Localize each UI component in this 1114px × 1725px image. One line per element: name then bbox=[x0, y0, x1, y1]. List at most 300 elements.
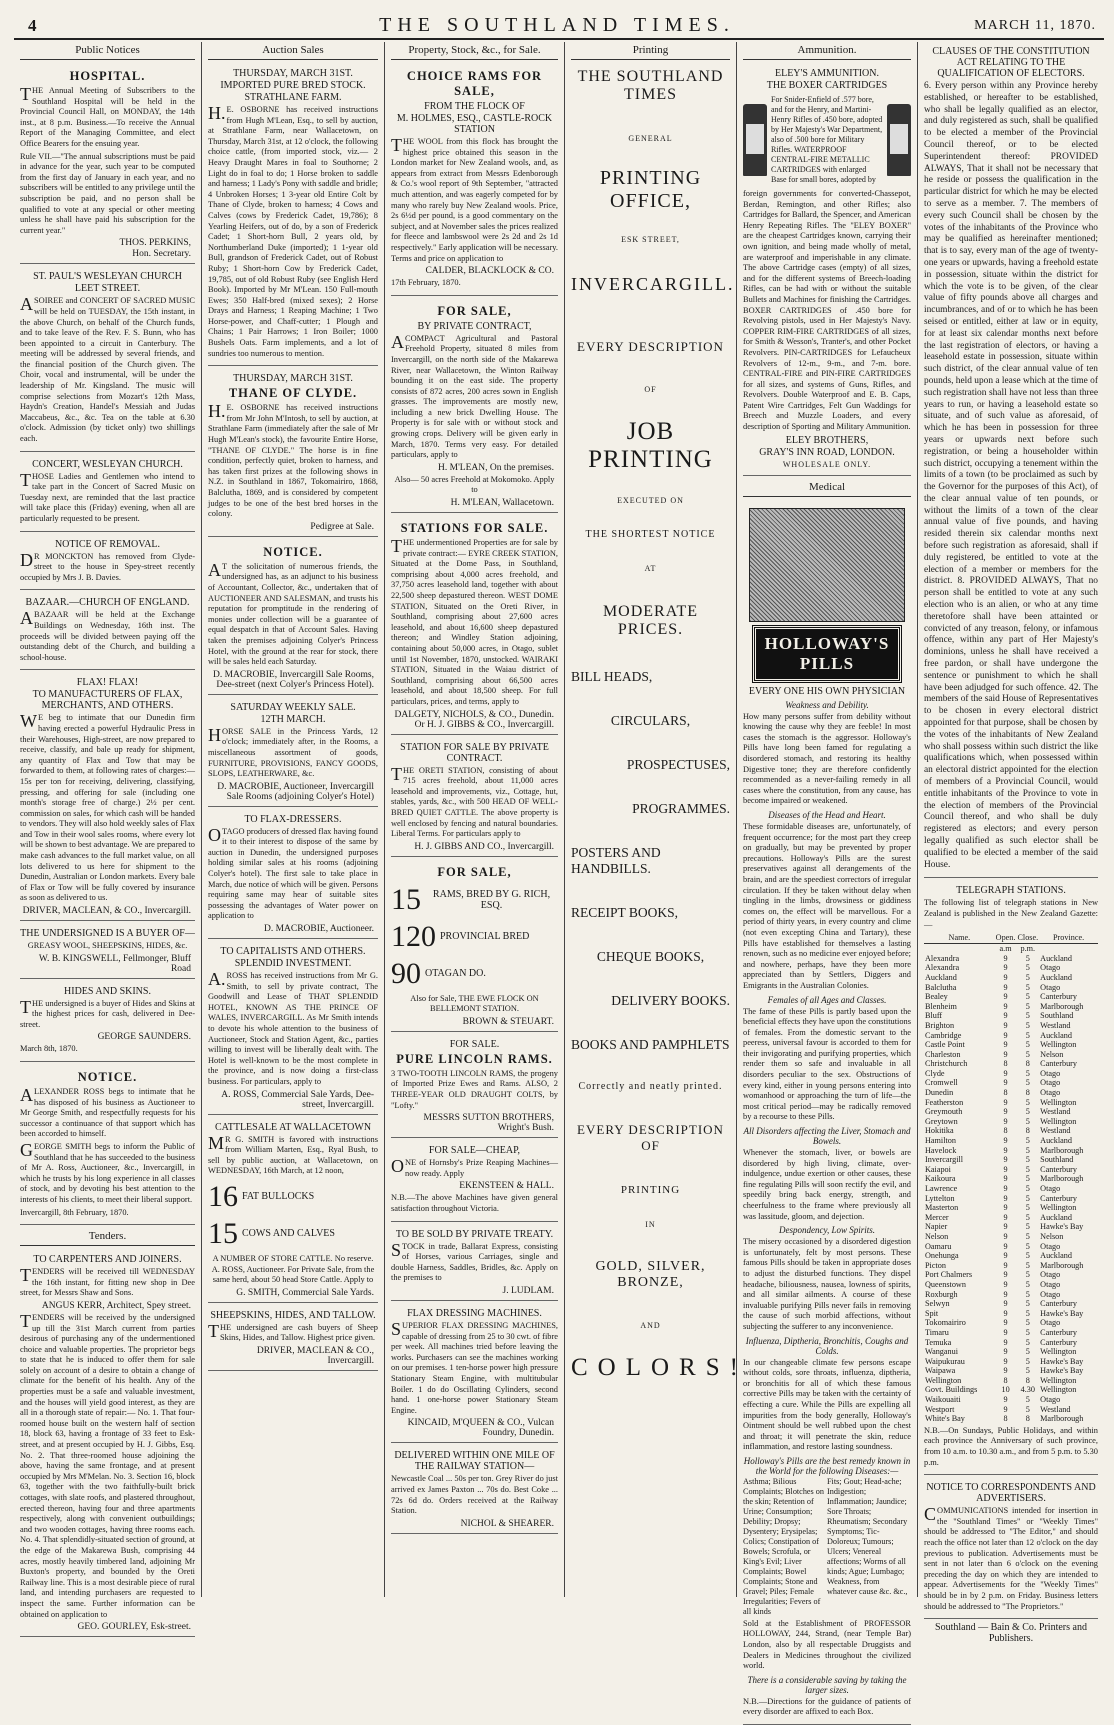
table-cell: 5 bbox=[1025, 1231, 1030, 1241]
table-row bbox=[924, 1078, 1098, 1088]
table-cell: 5 bbox=[1025, 1136, 1030, 1146]
column-property-stock bbox=[385, 42, 565, 1597]
table-cell: Canterbury bbox=[1040, 1299, 1077, 1309]
table-cell: 4.30 bbox=[1020, 1385, 1035, 1395]
table-cell: 5 bbox=[1025, 1097, 1030, 1107]
table-cell: Otago bbox=[1040, 1184, 1061, 1194]
table-cell: Greymouth bbox=[925, 1107, 963, 1117]
lot-count: 90 bbox=[391, 956, 421, 990]
table-cell: 9 bbox=[1003, 1279, 1008, 1289]
ad-body: A NUMBER OF STORE CATTLE. No reserve. A. ROSS, Auctioneer. For Private Sale, from the same herd, about 50 head Store Cattle. Apply to bbox=[211, 1253, 375, 1285]
table-row bbox=[924, 1021, 1098, 1031]
table-cell: Otago bbox=[1040, 1318, 1061, 1328]
table-cell: Castle Point bbox=[925, 1040, 965, 1050]
printing-line: EVERY DESCRIPTION bbox=[577, 339, 724, 354]
table-cell: Otago bbox=[1040, 1270, 1061, 1280]
ad-subheading: Despondency, Low Spirits. bbox=[779, 1225, 875, 1236]
ad-signature: D. MACROBIE, Auctioneer. bbox=[263, 924, 374, 935]
table-row bbox=[924, 1203, 1098, 1213]
table-cell: 5 bbox=[1025, 1222, 1030, 1232]
table-cell: 9 bbox=[1003, 1049, 1008, 1059]
table-cell: Wellington bbox=[1040, 1385, 1077, 1395]
ad-subheading: Holloway's Pills are the best remedy known in the World for the following Diseases:— bbox=[743, 1455, 911, 1476]
table-cell: Charleston bbox=[925, 1049, 961, 1059]
table-row bbox=[924, 1357, 1098, 1367]
table-cell: Dunedin bbox=[925, 1088, 954, 1098]
column-auction-sales bbox=[202, 42, 385, 1597]
table-row bbox=[924, 1414, 1098, 1424]
concert-notice bbox=[20, 455, 195, 532]
ad-body: ALEXANDER ROSS begs to intimate that he has disposed of his business as Auctioneer to Mr George Smith, and respectfully requests for his successor a continuance of that support which has been accorded to himself. bbox=[20, 1085, 195, 1139]
table-row bbox=[924, 1059, 1098, 1069]
tenders-notice bbox=[20, 1250, 195, 1637]
strathlane-sale bbox=[208, 64, 378, 366]
eley-ammunition-ad bbox=[743, 64, 911, 476]
thane-sale bbox=[208, 369, 378, 537]
table-cell: 5 bbox=[1025, 992, 1030, 1002]
table-cell: 5 bbox=[1025, 1366, 1030, 1376]
ad-signature: Hon. Secretary. bbox=[132, 249, 191, 260]
table-cell: 9 bbox=[1003, 1203, 1008, 1213]
ad-body: ABAZAAR will be held at the Exchange Buildings on Wednesday, 16th inst. The proceeds will be divided between paying off the outstanding debt of the Church, and building a school-house. bbox=[20, 608, 195, 662]
ad-subtitle: FROM THE FLOCK OF bbox=[424, 101, 525, 112]
ad-body: THE undersigned is a buyer of Hides and Skins at the highest prices for cash, delivered in Dee-street. bbox=[20, 996, 195, 1029]
table-cell: Christchurch bbox=[925, 1059, 968, 1069]
section-header: Tenders. bbox=[20, 1228, 195, 1246]
ad-body: In our changeable climate few persons escape without colds, sore throats, influenza, diptheria, or bronchitis for all of which these famous corrective Pills may be taken with the certainty of effecting a cure. While the Pills are expelling all impurities from the body generally, Holloway's Ointment should be well rubbed upon the chest and throat; it will penetrate the skin, reduce inflammation, and restore lasting soundness. bbox=[743, 1357, 911, 1452]
table-row bbox=[924, 954, 1098, 964]
holloways-pills-ad bbox=[743, 501, 911, 1725]
table-row bbox=[924, 1299, 1098, 1309]
table-row bbox=[924, 1328, 1098, 1338]
ad-body: H.E. OSBORNE has received instructions from Hugh M'Lean, Esq., to sell by auction, at Strathlane Farm, near Wallacetown, on Thursday, March 31st, at 12 o'clock, the following choice cattle, (from imported stock, viz.— 2 Heavy Draught Mares in foal to Southorne; 2 Light do in foal to do; 1 Horse broken to saddle and harness; 1 Lady's Pony with saddle and bridle; 4 Unbroken Horses; 1 3-year old Entire Colt by Thane of Clyde, broken to harness; 4 Cows and Calves (cows by Frederick Cadet, 19,786); 8 Yearling Heifers, out of do, by a son of Frederick Cadet; 1 Short-horn Bull, 2 years old, by Northumberland Duke (imported); 1 1-year old Bull, grandson of Frederick Cadet, out of Robust Ruby; 1 Short-horn Cow by Frederick Cadet, 19,785, out of old Robust Ruby (see English Herd Book). Imported by Mr M'Lean. 150 Full-mouth Ewes; 350 Half-bred (mixed sexes); 2 Horse Drays and Harness; 1 Reaping Machine; 1 Two Horse-power, and Chaff-cutter; 1 Plough and Chains; 1 Pair Harrows; 1 Iron Boiler; 1000 Bushels Oats. Farm implements, and a lot of sundries too numerous to mention. bbox=[208, 103, 378, 358]
printing-line: MODERATE PRICES. bbox=[602, 603, 699, 638]
table-cell: Otago bbox=[1040, 1279, 1061, 1289]
table-cell: Nelson bbox=[1040, 1049, 1064, 1059]
ad-signature: ANGUS KERR, Architect, Spey street. bbox=[41, 1300, 191, 1311]
page-number: 4 bbox=[28, 16, 37, 35]
table-row bbox=[924, 1405, 1098, 1415]
table-cell: Cambridge bbox=[925, 1030, 962, 1040]
ad-title: CLAUSES OF THE CONSTITUTION ACT RELATING TO THE QUALIFICATION OF ELECTORS. bbox=[932, 46, 1090, 79]
table-cell: Wanganui bbox=[925, 1347, 958, 1357]
ad-title: TELEGRAPH STATIONS. bbox=[956, 885, 1066, 897]
ad-body: These formidable diseases are, unfortunately, of frequent occurrence; for the most part they creep on gradually, but may be prevented by proper precautions. Holloway's Pills are the surest preservatives against all derangements of the brain, and are the speediest correctors of irregular circulation. If they be taken without delay when tingling in the limbs, drowsiness or giddiness comes on, the effect will be marvellous. For a period of thirty years, in every country and clime (not even excepting China and Tartary), these Pills have established for themselves a lasting renown, such as no medicine ever enjoyed before; and nowhere, perhaps, have they been more appreciated than by Settlers, Diggers and Emigrants in the Australian Colonies. bbox=[743, 822, 911, 990]
disease-list-right: Fits; Gout; Head-ache; Indigestion; Inflammation; Jaundice; Sore Throats; Rheumatism; Secondary Symptoms; Tic-Doloreux; Tumours; Ulcers; Venereal affections; Worms of all kinds; Ague; Lumbago; Weakness, from whatever cause &c. &c., bbox=[827, 1476, 908, 1596]
table-cell: Hawke's Bay bbox=[1040, 1222, 1084, 1232]
table-cell: 9 bbox=[1003, 1145, 1008, 1155]
table-row bbox=[924, 1385, 1098, 1395]
table-cell: 9 bbox=[1003, 1020, 1008, 1030]
table-row bbox=[924, 1347, 1098, 1357]
table-cell: 8 bbox=[1003, 1088, 1008, 1098]
ad-subheading: Influenza, Diptheria, Bronchitis, Coughs and Colds. bbox=[745, 1335, 909, 1356]
ad-signature: A. ROSS, Commercial Sale Yards, Dee-street, Invercargill. bbox=[221, 1089, 374, 1110]
ad-body: A.ROSS has received instructions from Mr G. Smith, to sell by private contract, The Goodwill and Lease of THAT SPLENDID HOTEL, KNOWN AS THE PRINCE OF WALES, INVERCARGILL. As Mr Smith intends to devote his whole attention to the business of Auctioneer, Stock and Station Agent, &c., parties willing to invest will be liberally dealt with. The Hotel is well-known to be the most complete in the province, and is now doing a first-class business. For particulars, apply to bbox=[208, 969, 378, 1086]
table-cell: 9 bbox=[1003, 1260, 1008, 1270]
table-cell: 5 bbox=[1025, 1068, 1030, 1078]
table-cell: Spit bbox=[925, 1308, 939, 1318]
table-cell: 8 bbox=[1025, 1126, 1030, 1136]
ad-signature: THOS. PERKINS, bbox=[119, 238, 191, 249]
table-cell: 5 bbox=[1025, 972, 1030, 982]
lot-count: 15 bbox=[391, 882, 421, 916]
units-label: a.m bbox=[999, 944, 1012, 954]
ad-title: FOR SALE, bbox=[437, 864, 512, 879]
ad-body: Rule VII.—"The annual subscriptions must be paid in advance for the year, such year to be computed from the first day of January in each year, and no subscribers will be entitled to any privilege until the subscription be paid, and no person shall be qualified to vote at any special or other meeting unless he shall have paid his subscription for the current year." bbox=[20, 151, 195, 235]
issue-date: MARCH 11, 1870. bbox=[974, 18, 1096, 33]
table-cell: 9 bbox=[1003, 1212, 1008, 1222]
ad-title: TO BE SOLD BY PRIVATE TREATY. bbox=[395, 1228, 554, 1240]
table-cell: 8 bbox=[1025, 1088, 1030, 1098]
capitalists-notice bbox=[208, 942, 378, 1115]
sheepskins-notice bbox=[208, 1306, 378, 1371]
ad-banner: HOLLOWAY'S PILLS bbox=[753, 626, 901, 682]
printing-line: EVERY DESCRIPTION OF bbox=[577, 1122, 724, 1153]
table-cell: 9 bbox=[1003, 1078, 1008, 1088]
table-cell: Wellington bbox=[1040, 1375, 1077, 1385]
ad-title: CATTLESALE AT WALLACETOWN bbox=[214, 1121, 372, 1133]
flax-machines-sale bbox=[391, 1304, 558, 1443]
table-row bbox=[924, 1117, 1098, 1127]
table-row bbox=[924, 1366, 1098, 1376]
section-header: Printing bbox=[571, 42, 730, 60]
ad-subtitle: 12TH MARCH. bbox=[260, 713, 326, 725]
ad-title: HOSPITAL. bbox=[69, 69, 146, 83]
ad-title: ST. PAUL'S WESLEYAN CHURCH bbox=[33, 271, 182, 283]
table-cell: Marlborough bbox=[1040, 1145, 1084, 1155]
column-ammunition-medical bbox=[737, 42, 918, 1717]
column-header: Open. bbox=[995, 933, 1016, 943]
table-cell: Kaikoura bbox=[925, 1174, 956, 1184]
lot-label: OTAGAN DO. bbox=[425, 968, 486, 980]
ad-body: ONE of Hornsby's Prize Reaping Machines—now ready. Apply bbox=[391, 1156, 558, 1178]
table-cell: 9 bbox=[1003, 1308, 1008, 1318]
printing-line: COLORS! bbox=[571, 1354, 748, 1381]
table-cell: 5 bbox=[1025, 1011, 1030, 1021]
table-cell: 8 bbox=[1003, 1059, 1008, 1069]
table-cell: Marlborough bbox=[1040, 1414, 1084, 1424]
table-cell: 9 bbox=[1003, 992, 1008, 1002]
printing-line: DELIVERY BOOKS. bbox=[611, 993, 730, 1008]
table-row bbox=[924, 1107, 1098, 1117]
table-cell: Auckland bbox=[1040, 953, 1072, 963]
ad-signature: H. M'LEAN, On the premises. bbox=[438, 462, 554, 473]
table-cell: 5 bbox=[1025, 1337, 1030, 1347]
ad-body: TENDERS will be received till WEDNESDAY the 16th instant, for fitting new shop in Dee street, for Messrs Shaw and Sons. bbox=[20, 1265, 195, 1298]
table-cell: Otago bbox=[1040, 1078, 1061, 1088]
table-cell: Nelson bbox=[925, 1231, 949, 1241]
stations-sale bbox=[391, 516, 558, 735]
table-cell: Otago bbox=[1040, 1289, 1061, 1299]
ad-signature: H. M'LEAN, Wallacetown. bbox=[450, 498, 554, 509]
table-row bbox=[924, 1098, 1098, 1108]
ad-title: NOTICE. bbox=[263, 544, 323, 559]
ad-title: FOR SALE, bbox=[437, 303, 512, 318]
ad-subtitle: M. HOLMES, ESQ., CASTLE-ROCK STATION bbox=[396, 113, 553, 135]
table-row bbox=[924, 963, 1098, 973]
ad-body: THE undermentioned Properties are for sale by private contract:— EYRE CREEK STATION, Situated at the Dome Pass, in Southland, comprising about 4,000 acres freehold, and 37,750 acres leasehold land, together with about 22,500 sheep depastured thereon. WEST DOME STATION, Situated on the Oreti River, in Southland, comprising about 27,600 acres leasehold, and about 16,600 sheep depastured thereon; and Windley Station adjoining, containing about 50,000 acres, in Otago, sublet until 1st November, 1870, unstocked. WAIRAKI STATION, Situated in the Waiau district of Southland, comprising about 66,500 acres leasehold, and about 18,500 sheep. For full particulars, prices, and terms, apply to bbox=[391, 536, 558, 706]
printing-line: CHEQUE BOOKS, bbox=[596, 949, 705, 964]
table-cell: Greytown bbox=[925, 1116, 958, 1126]
table-cell: 5 bbox=[1025, 1241, 1030, 1251]
column-header: Province. bbox=[1039, 932, 1098, 944]
table-cell: 8 bbox=[1003, 1126, 1008, 1136]
table-cell: 9 bbox=[1003, 1030, 1008, 1040]
table-cell: 5 bbox=[1025, 1107, 1030, 1117]
ad-date: Invercargill, 8th February, 1870. bbox=[20, 1207, 129, 1217]
ad-subtitle: IMPORTED PURE BRED STOCK. bbox=[220, 80, 366, 91]
table-cell: 5 bbox=[1025, 1184, 1030, 1194]
ad-title: FLAX DRESSING MACHINES. bbox=[407, 1308, 542, 1319]
ad-subheading: All Disorders affecting the Liver, Stomach and Bowels. bbox=[743, 1126, 911, 1147]
section-header: Auction Sales bbox=[208, 42, 378, 60]
table-cell: 9 bbox=[1003, 1270, 1008, 1280]
table-cell: Wellington bbox=[925, 1375, 962, 1385]
table-cell: Featherston bbox=[925, 1097, 964, 1107]
table-cell: 9 bbox=[1003, 1107, 1008, 1117]
table-cell: 9 bbox=[1003, 1241, 1008, 1251]
cartridge-icon bbox=[743, 104, 767, 176]
ad-subtitle: LEET STREET. bbox=[74, 283, 141, 295]
table-cell: 5 bbox=[1025, 953, 1030, 963]
ad-body: THOSE Ladies and Gentlemen who intend to take part in the Concert of Sacred Music on Tuesday next, are reminded that the last practice will take place this (Friday) evening, when all are particularly requested to be present. bbox=[20, 469, 195, 523]
flax-notice bbox=[20, 673, 195, 921]
table-cell: Auckland bbox=[1040, 1136, 1072, 1146]
ad-title: NOTICE. bbox=[77, 1070, 138, 1084]
ad-signature: G. SMITH, Commercial Sale Yards. bbox=[236, 1287, 374, 1298]
correspondents-notice bbox=[924, 1478, 1098, 1619]
table-row bbox=[924, 1050, 1098, 1060]
st-pauls-notice bbox=[20, 267, 195, 451]
printing-line: GENERAL bbox=[628, 134, 673, 143]
ad-body: For Snider-Enfield of .577 bore, and for the Henry, and Martini-Henry Rifles of .450 bore, adopted by Her Majesty's War Department, also of .500 bore for Military Rifles. WATERPROOF CENTRAL-FIRE METALLIC CARTRIDGES with enlarged Base for small bores, adopted by bbox=[771, 95, 883, 184]
table-cell: Cromwell bbox=[925, 1078, 958, 1088]
table-row bbox=[924, 1184, 1098, 1194]
table-row bbox=[924, 1174, 1098, 1184]
section-header: Property, Stock, &c., for Sale. bbox=[391, 42, 558, 60]
table-cell: Wellington bbox=[1040, 1116, 1077, 1126]
table-row bbox=[924, 992, 1098, 1002]
table-cell: Hawke's Bay bbox=[1040, 1366, 1084, 1376]
ad-signature: WHOLESALE ONLY. bbox=[782, 459, 872, 469]
table-cell: Otago bbox=[1040, 963, 1061, 973]
printing-line: INVERCARGILL. bbox=[571, 274, 735, 294]
table-cell: 9 bbox=[1003, 1174, 1008, 1184]
lot-line bbox=[391, 883, 558, 917]
table-cell: 5 bbox=[1025, 1212, 1030, 1222]
printing-line: Correctly and neatly printed. bbox=[578, 1081, 723, 1092]
table-row bbox=[924, 1040, 1098, 1050]
lot-label: PROVINCIAL BRED bbox=[440, 931, 530, 943]
ad-title: STATIONS FOR SALE. bbox=[400, 521, 549, 536]
table-cell: Westland bbox=[1040, 1107, 1071, 1117]
ad-body: N.B.—On Sundays, Public Holidays, and within each province the Anniversary of such province, from 10 a.m. to 10.30 a.m., and from 5 p.m. to 5.30 p.m. bbox=[924, 1425, 1098, 1467]
ad-title: FLAX! FLAX! bbox=[76, 677, 139, 689]
section-header: Medical bbox=[743, 479, 911, 497]
ad-signature: EKENSTEEN & HALL. bbox=[459, 1181, 554, 1192]
ad-body: The misery occasioned by a disordered digestion is unfortunately, felt by most persons. These famous Pills should be taken in appropriate doses to adjust the disturbed functions. They dispel headache, biliousness, nausea, lowness of spirits, and all similar ailments. A course of these invaluable purifying Pills never fails in removing the cause of such morbid affections, without subjecting the sufferer to any inconvenience. bbox=[743, 1237, 911, 1331]
ad-subtitle: PURE LINCOLN RAMS. bbox=[396, 1051, 553, 1066]
ad-body: The fame of these Pills is partly based upon the beneficial effects they have upon the constitutions of females. From the domestic servant to the peeress, universal favour is accorded to them for their invigorating and purifying properties, which render them so safe and invaluable in all disorders peculiar to the sex. Obstructions of every kind, either in young persons entering into womanhood or approaching the turn of life—the most critical period—may be radically removed by a recourse to these Pills. bbox=[743, 1006, 911, 1122]
table-row bbox=[924, 1146, 1098, 1156]
table-cell: 5 bbox=[1025, 1155, 1030, 1165]
table-cell: Roxburgh bbox=[925, 1289, 958, 1299]
table-cell: 9 bbox=[1003, 953, 1008, 963]
ad-body: TENDERS will be received by the undersigned up till the 31st March current from parties desirous of purchasing any of the undermentioned choice and valuable properties. The proprietor begs to state that he is induced to offer them for sale solely on account of a desire to obtain a change of climate for the benefit of his health. Any of the properties must be a safe and valuable investment, and the houses will yield good interest, as they are all in a thorough state of repair:— No. 1. That four-roomed house built on the western half of section 18, block 63, having a frontage of 33 feet to Esk-street, and at present occupied by H. J. Gibbs, Esq. No. 2. That three-roomed house adjoining the above, having the same frontage, and at present occupied by Mrs M'Melan. No. 3. Section 16, block 63, together with the two faithfully-built brick cottages, with slate roofs, and plastered throughout, erected thereon, having four and three apartments respectively, along with convenient outbuildings; and two wooden cottages, having three rooms each. No. 4. That splendidly-situated section of ground, at the edge of the Makarewa Bush, comprising 44 acres, mostly heavily timbered land, adjoining Mr Buxton's property, and bounded by the Oreti Railway line. This is a most desirable piece of rural land, and intending purchasers are requested to inspect the same. Further information can be obtained on application to bbox=[20, 1310, 195, 1619]
ad-body: Also for Sale, THE EWE FLOCK ON BELLEMONT STATION. bbox=[410, 993, 539, 1014]
table-cell: Picton bbox=[925, 1260, 946, 1270]
table-cell: Masterton bbox=[925, 1203, 959, 1213]
table-cell: Blenheim bbox=[925, 1001, 957, 1011]
engraving-illustration bbox=[749, 508, 905, 622]
table-cell: 5 bbox=[1025, 1251, 1030, 1261]
ad-title: HIDES AND SKINS. bbox=[64, 985, 151, 997]
ad-title: CHOICE RAMS FOR SALE, bbox=[406, 69, 543, 98]
table-cell: 9 bbox=[1003, 1347, 1008, 1357]
masthead-rule bbox=[14, 38, 1104, 40]
table-cell: Bluff bbox=[925, 1011, 943, 1021]
cartridge-icon bbox=[887, 104, 911, 176]
ad-subtitle: EVERY ONE HIS OWN PHYSICIAN bbox=[748, 685, 906, 697]
ad-title: TO CAPITALISTS AND OTHERS. bbox=[220, 946, 366, 958]
table-cell: Otago bbox=[1040, 982, 1061, 992]
ad-signature: GEO. GOURLEY, Esk-street. bbox=[77, 1622, 191, 1633]
cattle-sale bbox=[208, 1118, 378, 1303]
printing-line: OF bbox=[644, 385, 657, 394]
ad-signature: J. LUDLAM. bbox=[502, 1286, 554, 1296]
macrobie-notice bbox=[208, 540, 378, 695]
newspaper-title: THE SOUTHLAND TIMES. bbox=[379, 14, 735, 36]
table-cell: Oamaru bbox=[925, 1241, 952, 1251]
table-cell: Lawrence bbox=[925, 1184, 958, 1194]
ad-body: THE Annual Meeting of Subscribers to the Southland Hospital will be held in the Provincial Council Hall, on MONDAY, the 14th inst., at 8 p.m. Business.—To receive the Annual Report of the Managing Committee, and elect Office Bearers for the ensuing year. bbox=[20, 84, 195, 148]
table-cell: 5 bbox=[1025, 1020, 1030, 1030]
table-row bbox=[924, 1136, 1098, 1146]
ad-signature: H. J. GIBBS AND CO., Invercargill. bbox=[414, 841, 554, 852]
ad-signature: DRIVER, MACLEAN & CO., Invercargill. bbox=[256, 1345, 374, 1366]
table-cell: Port Chalmers bbox=[925, 1270, 973, 1280]
table-cell: Canterbury bbox=[1040, 1059, 1077, 1069]
table-cell: 9 bbox=[1003, 1289, 1008, 1299]
ad-signature: KINCAID, M'QUEEN & CO., Vulcan Foundry, Dunedin. bbox=[407, 1418, 554, 1439]
printing-line: THE SOUTHLAND TIMES bbox=[577, 68, 724, 103]
table-cell: 5 bbox=[1025, 1078, 1030, 1088]
table-cell: Govt. Buildings bbox=[925, 1385, 978, 1395]
ad-body: DR MONCKTON has removed from Clyde-street to the house in Spey-street recently occupied by Mrs J. B. Davies. bbox=[20, 549, 195, 582]
table-cell: Nelson bbox=[1040, 1231, 1064, 1241]
ad-title: THURSDAY, MARCH 31ST. bbox=[233, 68, 353, 79]
hides-notice bbox=[20, 982, 195, 1062]
printing-line: PROGRAMMES. bbox=[632, 801, 730, 816]
column-header: Close. bbox=[1017, 933, 1039, 943]
table-row bbox=[924, 1280, 1098, 1290]
bazaar-notice bbox=[20, 593, 195, 670]
ad-date: March 8th, 1870. bbox=[20, 1044, 78, 1054]
printing-line: PRINTING OFFICE, bbox=[599, 167, 702, 212]
table-cell: 9 bbox=[1003, 1116, 1008, 1126]
column-public-notices bbox=[14, 42, 202, 1633]
table-cell: 9 bbox=[1003, 1318, 1008, 1328]
table-row bbox=[924, 1376, 1098, 1386]
ad-body: foreign governments for converted-Chassepot, Berdan, Remington, and other Rifles; also Cartridges for Ballard, the Spencer, and American Henry Repeating Rifles. The "ELEY BOXER" are the cheapest Cartridges known, carrying their own ignition, and being made wholly of metal, are waterproof and imperishable in any climate. The above Cartridge cases (empty) of all sizes, and for the different systems of Breech-loading Rifles, can be had with or without the suitable Bullets and Machines for finishing the Cartridges. BOXER CARTRIDGES of .450 bore for Revolving pistols, used in Her Majesty's Navy. COPPER RIM-FIRE CARTRIDGES of all sizes, for Smith & Wesson's, Tranter's, and other Pocket Revolvers. PIN-CARTRIDGES for Lefaucheux Revolvers of 12-m., 9-m., and 7-m. bore. CENTRAL-FIRE and PIN-FIRE CARTRIDGES for all sizes, and systems of Guns, Rifles, and Revolvers. Double Waterproof and E. B. Caps, Patent Wire Cartridges, Felt Gun Waddings for Breech and Muzzle Loaders, and every description of Sporting and Military Ammunition. bbox=[743, 189, 911, 432]
table-cell: Auckland bbox=[1040, 1030, 1072, 1040]
masthead bbox=[0, 0, 1114, 40]
table-cell: Wellington bbox=[1040, 1203, 1077, 1213]
lot-line bbox=[391, 957, 558, 991]
flax-dressers-notice bbox=[208, 810, 378, 939]
ad-signature: NICHOL & SHEARER. bbox=[460, 1518, 554, 1529]
table-cell: 5 bbox=[1025, 1193, 1030, 1203]
table-cell: 9 bbox=[1003, 1068, 1008, 1078]
table-cell: Westland bbox=[1040, 1020, 1071, 1030]
oreti-station-sale bbox=[391, 738, 558, 857]
table-cell: 9 bbox=[1003, 1222, 1008, 1232]
table-cell: Waipawa bbox=[925, 1366, 956, 1376]
printing-line: PROSPECTUSES, bbox=[626, 757, 730, 772]
table-cell: Kaiapoi bbox=[925, 1164, 951, 1174]
table-cell: Otago bbox=[1040, 1068, 1061, 1078]
table-cell: 9 bbox=[1003, 1040, 1008, 1050]
table-cell: Westport bbox=[925, 1404, 955, 1414]
table-row bbox=[924, 1338, 1098, 1348]
ad-subtitle: SPLENDID INVESTMENT. bbox=[234, 958, 352, 970]
table-row bbox=[924, 1270, 1098, 1280]
table-cell: 9 bbox=[1003, 1011, 1008, 1021]
table-cell: 8 bbox=[1025, 1059, 1030, 1069]
table-cell: 9 bbox=[1003, 1231, 1008, 1241]
ad-title: THURSDAY, MARCH 31ST. bbox=[233, 373, 353, 385]
table-cell: 9 bbox=[1003, 1251, 1008, 1261]
table-cell: Canterbury bbox=[1040, 1327, 1077, 1337]
ad-title: SATURDAY WEEKLY SALE. bbox=[230, 701, 356, 713]
ad-subtitle: THE BOXER CARTRIDGES bbox=[766, 80, 888, 91]
table-cell: 9 bbox=[1003, 1404, 1008, 1414]
mclean-property-sale bbox=[391, 299, 558, 513]
table-row bbox=[924, 1213, 1098, 1223]
printing-line: POSTERS AND HANDBILLS. bbox=[571, 845, 661, 876]
telegraph-stations bbox=[924, 881, 1098, 1475]
section-header: Ammunition. bbox=[743, 42, 911, 60]
table-cell: Hamilton bbox=[925, 1136, 956, 1146]
table-cell: 8 bbox=[1025, 1375, 1030, 1385]
table-row bbox=[924, 1290, 1098, 1300]
table-cell: Southland bbox=[1040, 1011, 1074, 1021]
table-cell: 5 bbox=[1025, 1279, 1030, 1289]
ad-body: 6. Every person within any Province hereby established, or hereafter to be established, who shall be legally qualified as an elector, and duly registered as such, shall be qualified to be elected a member of the Provincial Council thereof, or to be elected Superintendent thereof: PROVIDED ALWAYS, That it shall not be necessary that he reside or possess the qualification in the particular district for which he may be elected to serve as a member. 7. The members of every such Council shall be chosen by the votes of the inhabitants of the Province who may be qualified as hereinafter mentioned; that is to say, every man of the age of twenty-one years or upwards, having a freehold estate in possession, situate within the district for which the vote is to be given, of the clear value of fifty pounds above all charges and incumbrances, and of or to which he has been seised or entitled, either at law or in equity, for at least six calendar months next before the last registration of electors, or having a leasehold estate in possession, situate within such district, of the clear annual value of ten pounds, held upon a lease which at the time of such registration shall have not less than three years to run, or having a leasehold estate so situate, and of such value as aforesaid, of which he has been in possession for three years or upwards next before such registration, or being a householder within such district, occupying a tenement within the limits of a town (to be proclaimed as such by the Governor for the purposes of this Act), of the clear annual value of ten pounds, or without the limits of a town of the clear annual value of five pounds, and having resided therein six calendar months next before such registration as aforesaid, shall if duly registered, be entitled to vote at the election of a member or members for the district. 8. PROVIDED ALWAYS, That no person shall be entitled to vote at any such election who is an alien, or who at any time theretofore shall have been attainted or convicted of any treason, felony, or infamous offence, within any part of Her Majesty's dominions, unless he shall have received a free pardon, or shall have undergone the sentence or punishment to which he shall have been adjudged for such offence. 42. The members of the said House of Representatives to be chosen in every electoral district appointed for that purpose, shall be chosen by the votes of the inhabitants of New Zealand who shall possess within such district the like qualifications which, when possessed within an electoral district appointed for the election of members of a Provincial Council, would entitle inhabitants of the Province to vote in the election of members of the Provincial Council thereof, and who shall be duly registered as electors; and every person legally qualified as such elector shall be qualified to be elected a member of the said House. bbox=[924, 81, 1098, 870]
table-cell: Balclutha bbox=[925, 982, 957, 992]
ad-body: HORSE SALE in the Princess Yards, 12 o'clock; immediately after, in the Rooms, a miscellaneous assortment of goods, FURNITURE, PROVISIONS, FANCY GOODS, SLOPS, LEATHERWARE, &c. bbox=[208, 724, 378, 779]
table-cell: 5 bbox=[1025, 1174, 1030, 1184]
printing-line: BILL HEADS, bbox=[571, 669, 653, 684]
lot-count: 15 bbox=[208, 1216, 238, 1250]
section-header: Public Notices bbox=[20, 42, 195, 60]
ad-body: AT the solicitation of numerous friends, the undersigned has, as an adjunct to his business of Accountant, Collector, &c., undertaken that of AUCTIONEER AND SALESMAN, and trusts his reputation for promptitude in the rendering of monies under collection will be a guarantee of equal despatch in that of Account Sales. Having taken the premises adjoining Colyer's Princess Hotel, with the ground at the rear for stock, there will be sales held each Saturday. bbox=[208, 559, 378, 667]
coal-delivery-notice bbox=[391, 1446, 558, 1533]
ad-body: COMMUNICATIONS intended for insertion in the "Southland Times" or "Weekly Times" should be addressed to "The Editor," and should reach the office not later than 12 o'clock on the day previous to publication. Advertisements must be sent in not later than 6 o'clock on the evening preceding the day on which they are intended to appear. Advertisements for the "Weekly Times" should be in by 2 p.m. on Friday. Business letters should be addressed to "The Proprietors." bbox=[924, 1504, 1098, 1611]
printing-line: THE SHORTEST NOTICE bbox=[585, 529, 716, 540]
ad-body: OTAGO producers of dressed flax having found it to their interest to dispose of the same by auction in Dunedin, the undersigned purposes holding similar sales at his rooms (adjoining Colyer's hotel). The first sale to take place in March, due notice of which will be given. Persons requiring same may hear of suitable sites possessing the advantages of Water power on application to bbox=[208, 824, 378, 921]
table-header-row bbox=[924, 932, 1098, 944]
table-cell: 5 bbox=[1025, 1270, 1030, 1280]
table-cell: Brighton bbox=[925, 1020, 955, 1030]
lincoln-rams-sale bbox=[391, 1035, 558, 1138]
table-row bbox=[924, 1232, 1098, 1242]
private-treaty-sale bbox=[391, 1225, 558, 1301]
reaping-machine-sale bbox=[391, 1141, 558, 1221]
table-cell: 9 bbox=[1003, 1395, 1008, 1405]
table-cell: Wellington bbox=[1040, 1347, 1077, 1357]
